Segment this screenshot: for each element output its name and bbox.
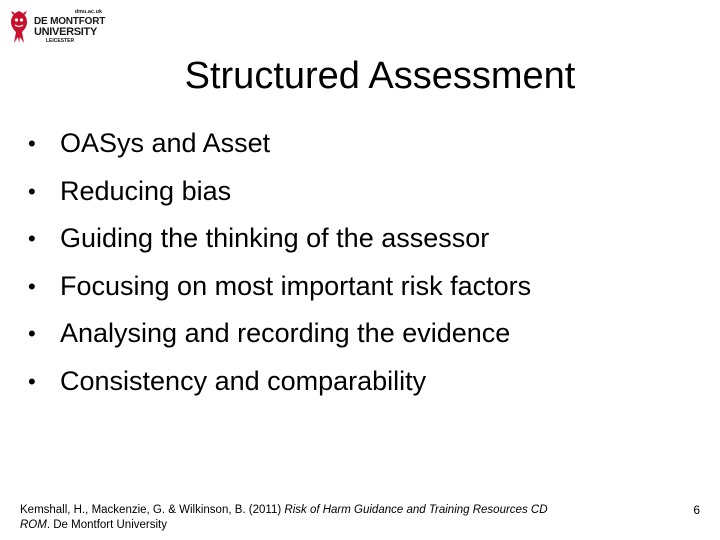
logo-city: LEICESTER [46,37,75,44]
bullet-icon: • [28,273,36,299]
bullet-icon: • [28,178,36,204]
bullet-text: Consistency and comparability [60,365,427,396]
bullet-item [28,358,708,406]
university-logo [8,8,108,48]
university-crest-icon [8,10,30,44]
logo-welsh-text: dmu.ac.uk [74,9,102,15]
citation [20,503,580,533]
citation-authors: Kemshall, H., Mackenzie, G. & Wilkinson, B. (2011) [20,504,285,516]
logo-line-2: UNIVERSITY [34,25,98,38]
bullet-item [28,263,708,311]
bullet-item [28,120,708,168]
slide-title: Structured Assessment [184,55,576,97]
bullet-icon: • [28,321,36,346]
bullet-item [28,168,708,216]
page-number: 6 [693,503,700,517]
bullet-item [28,310,708,358]
bullet-text: Reducing bias [60,175,232,206]
logo-line-1: DE MONTFORT [34,15,106,27]
citation-title: Risk of Harm Guidance and Training Resources CD ROM [20,504,548,531]
bullet-item [28,215,708,263]
citation-publisher: . De Montfort University [46,519,167,531]
bullet-icon: • [28,226,36,251]
bullet-text: Analysing and recording the evidence [60,318,511,348]
bullet-text: Focusing on most important risk factors [60,270,532,301]
bullet-icon: • [28,131,36,156]
bullet-list [28,120,708,405]
bullet-text: Guiding the thinking of the assessor [60,223,490,253]
bullet-text: OASys and Asset [60,128,271,158]
bullet-icon: • [28,368,36,394]
logo-wordmark [34,8,114,44]
